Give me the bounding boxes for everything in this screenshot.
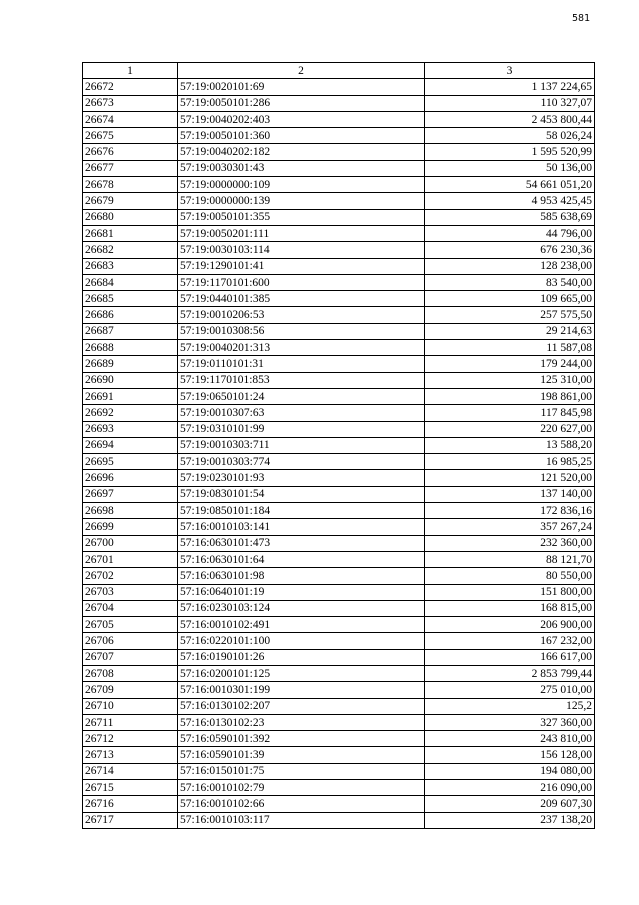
cadastral-number-cell: 57:16:0010102:79 xyxy=(178,780,425,796)
table-row xyxy=(83,486,595,502)
cadastral-number-cell: 57:19:0030301:43 xyxy=(178,160,425,176)
cadastral-number-cell: 57:19:0440101:385 xyxy=(178,291,425,307)
cadastral-number-cell: 57:19:0010206:53 xyxy=(178,307,425,323)
cadastral-number-cell: 57:19:0850101:184 xyxy=(178,503,425,519)
table-row xyxy=(83,421,595,437)
table-body xyxy=(83,79,595,829)
row-number-cell: 26716 xyxy=(83,796,178,812)
cadastral-number-cell: 57:16:0640101:19 xyxy=(178,584,425,600)
table-row xyxy=(83,617,595,633)
table-row xyxy=(83,95,595,111)
value-cell: 2 453 800,44 xyxy=(425,111,595,127)
value-cell: 137 140,00 xyxy=(425,486,595,502)
row-number-cell: 26690 xyxy=(83,372,178,388)
table-row xyxy=(83,503,595,519)
row-number-cell: 26708 xyxy=(83,665,178,681)
row-number-cell: 26702 xyxy=(83,568,178,584)
cadastral-number-cell: 57:19:0030103:114 xyxy=(178,242,425,258)
table-row xyxy=(83,454,595,470)
cadastral-number-cell: 57:16:0010102:66 xyxy=(178,796,425,812)
row-number-cell: 26704 xyxy=(83,600,178,616)
row-number-cell: 26673 xyxy=(83,95,178,111)
cadastral-number-cell: 57:19:0110101:31 xyxy=(178,356,425,372)
row-number-cell: 26692 xyxy=(83,405,178,421)
table-row xyxy=(83,242,595,258)
row-number-cell: 26689 xyxy=(83,356,178,372)
value-cell: 275 010,00 xyxy=(425,682,595,698)
value-cell: 237 138,20 xyxy=(425,812,595,828)
value-cell: 88 121,70 xyxy=(425,551,595,567)
value-cell: 2 853 799,44 xyxy=(425,665,595,681)
cadastral-number-cell: 57:19:0830101:54 xyxy=(178,486,425,502)
row-number-cell: 26714 xyxy=(83,763,178,779)
cadastral-number-cell: 57:16:0010103:141 xyxy=(178,519,425,535)
row-number-cell: 26681 xyxy=(83,225,178,241)
page-number: 581 xyxy=(572,13,591,24)
row-number-cell: 26694 xyxy=(83,437,178,453)
row-number-cell: 26672 xyxy=(83,79,178,95)
row-number-cell: 26710 xyxy=(83,698,178,714)
cadastral-number-cell: 57:19:0050101:286 xyxy=(178,95,425,111)
value-cell: 166 617,00 xyxy=(425,649,595,665)
value-cell: 110 327,07 xyxy=(425,95,595,111)
value-cell: 676 230,36 xyxy=(425,242,595,258)
cadastral-number-cell: 57:16:0630101:64 xyxy=(178,551,425,567)
table-row xyxy=(83,160,595,176)
table-row xyxy=(83,388,595,404)
cadastral-number-cell: 57:19:0040202:182 xyxy=(178,144,425,160)
cadastral-number-cell: 57:19:0010308:56 xyxy=(178,323,425,339)
value-cell: 1 595 520,99 xyxy=(425,144,595,160)
row-number-cell: 26678 xyxy=(83,177,178,193)
row-number-cell: 26686 xyxy=(83,307,178,323)
value-cell: 128 238,00 xyxy=(425,258,595,274)
row-number-cell: 26713 xyxy=(83,747,178,763)
cadastral-number-cell: 57:19:0050101:355 xyxy=(178,209,425,225)
column-header-3: 3 xyxy=(425,63,595,79)
table-row xyxy=(83,649,595,665)
row-number-cell: 26687 xyxy=(83,323,178,339)
cadastral-number-cell: 57:19:0000000:139 xyxy=(178,193,425,209)
row-number-cell: 26707 xyxy=(83,649,178,665)
table-row xyxy=(83,323,595,339)
cadastral-number-cell: 57:16:0150101:75 xyxy=(178,763,425,779)
table-row xyxy=(83,144,595,160)
row-number-cell: 26701 xyxy=(83,551,178,567)
row-number-cell: 26677 xyxy=(83,160,178,176)
value-cell: 50 136,00 xyxy=(425,160,595,176)
table-row xyxy=(83,291,595,307)
cadastral-number-cell: 57:16:0130102:23 xyxy=(178,714,425,730)
value-cell: 357 267,24 xyxy=(425,519,595,535)
row-number-cell: 26683 xyxy=(83,258,178,274)
row-number-cell: 26685 xyxy=(83,291,178,307)
value-cell: 179 244,00 xyxy=(425,356,595,372)
cadastral-number-cell: 57:19:0010303:711 xyxy=(178,437,425,453)
row-number-cell: 26711 xyxy=(83,714,178,730)
cadastral-number-cell: 57:19:0010307:63 xyxy=(178,405,425,421)
cadastral-number-cell: 57:19:0010303:774 xyxy=(178,454,425,470)
cadastral-number-cell: 57:16:0590101:39 xyxy=(178,747,425,763)
table-row xyxy=(83,747,595,763)
value-cell: 585 638,69 xyxy=(425,209,595,225)
table-row xyxy=(83,193,595,209)
table-row xyxy=(83,600,595,616)
table-row xyxy=(83,731,595,747)
value-cell: 109 665,00 xyxy=(425,291,595,307)
value-cell: 209 607,30 xyxy=(425,796,595,812)
row-number-cell: 26703 xyxy=(83,584,178,600)
value-cell: 151 800,00 xyxy=(425,584,595,600)
row-number-cell: 26691 xyxy=(83,388,178,404)
cadastral-number-cell: 57:19:0310101:99 xyxy=(178,421,425,437)
table-row xyxy=(83,519,595,535)
table-row xyxy=(83,633,595,649)
cadastral-number-cell: 57:16:0130102:207 xyxy=(178,698,425,714)
table-row xyxy=(83,225,595,241)
row-number-cell: 26699 xyxy=(83,519,178,535)
cadastral-number-cell: 57:16:0010301:199 xyxy=(178,682,425,698)
cadastral-number-cell: 57:19:0650101:24 xyxy=(178,388,425,404)
value-cell: 1 137 224,65 xyxy=(425,79,595,95)
row-number-cell: 26675 xyxy=(83,128,178,144)
row-number-cell: 26705 xyxy=(83,617,178,633)
value-cell: 29 214,63 xyxy=(425,323,595,339)
row-number-cell: 26680 xyxy=(83,209,178,225)
row-number-cell: 26676 xyxy=(83,144,178,160)
value-cell: 4 953 425,45 xyxy=(425,193,595,209)
table-row xyxy=(83,111,595,127)
row-number-cell: 26698 xyxy=(83,503,178,519)
row-number-cell: 26696 xyxy=(83,470,178,486)
value-cell: 54 661 051,20 xyxy=(425,177,595,193)
table-row xyxy=(83,682,595,698)
table-row xyxy=(83,356,595,372)
value-cell: 58 026,24 xyxy=(425,128,595,144)
value-cell: 121 520,00 xyxy=(425,470,595,486)
table-row xyxy=(83,780,595,796)
cadastral-number-cell: 57:19:0230101:93 xyxy=(178,470,425,486)
table-row xyxy=(83,372,595,388)
value-cell: 172 836,16 xyxy=(425,503,595,519)
table-row xyxy=(83,209,595,225)
value-cell: 117 845,98 xyxy=(425,405,595,421)
table-row xyxy=(83,274,595,290)
row-number-cell: 26712 xyxy=(83,731,178,747)
value-cell: 83 540,00 xyxy=(425,274,595,290)
value-cell: 13 588,20 xyxy=(425,437,595,453)
cadastral-number-cell: 57:19:1290101:41 xyxy=(178,258,425,274)
table-row xyxy=(83,258,595,274)
table-row xyxy=(83,714,595,730)
table-row xyxy=(83,405,595,421)
row-number-cell: 26715 xyxy=(83,780,178,796)
cadastral-number-cell: 57:19:0050201:111 xyxy=(178,225,425,241)
value-cell: 125 310,00 xyxy=(425,372,595,388)
row-number-cell: 26682 xyxy=(83,242,178,258)
cadastral-number-cell: 57:16:0220101:100 xyxy=(178,633,425,649)
value-cell: 44 796,00 xyxy=(425,225,595,241)
row-number-cell: 26709 xyxy=(83,682,178,698)
value-cell: 232 360,00 xyxy=(425,535,595,551)
table-row xyxy=(83,551,595,567)
cadastral-number-cell: 57:16:0590101:392 xyxy=(178,731,425,747)
row-number-cell: 26679 xyxy=(83,193,178,209)
table-row xyxy=(83,698,595,714)
column-header-2: 2 xyxy=(178,63,425,79)
row-number-cell: 26697 xyxy=(83,486,178,502)
row-number-cell: 26700 xyxy=(83,535,178,551)
row-number-cell: 26684 xyxy=(83,274,178,290)
value-cell: 168 815,00 xyxy=(425,600,595,616)
row-number-cell: 26695 xyxy=(83,454,178,470)
value-cell: 257 575,50 xyxy=(425,307,595,323)
value-cell: 11 587,08 xyxy=(425,340,595,356)
table-row xyxy=(83,128,595,144)
table-row xyxy=(83,437,595,453)
value-cell: 220 627,00 xyxy=(425,421,595,437)
cadastral-number-cell: 57:16:0630101:473 xyxy=(178,535,425,551)
row-number-cell: 26706 xyxy=(83,633,178,649)
value-cell: 80 550,00 xyxy=(425,568,595,584)
value-cell: 327 360,00 xyxy=(425,714,595,730)
table-row xyxy=(83,177,595,193)
value-cell: 125,2 xyxy=(425,698,595,714)
value-cell: 243 810,00 xyxy=(425,731,595,747)
cadastral-number-cell: 57:16:0230103:124 xyxy=(178,600,425,616)
table-row xyxy=(83,535,595,551)
value-cell: 156 128,00 xyxy=(425,747,595,763)
cadastral-number-cell: 57:16:0200101:125 xyxy=(178,665,425,681)
table-row xyxy=(83,665,595,681)
cadastral-number-cell: 57:19:0040202:403 xyxy=(178,111,425,127)
table-header-row xyxy=(83,63,595,79)
cadastral-number-cell: 57:19:1170101:600 xyxy=(178,274,425,290)
table-row xyxy=(83,796,595,812)
value-cell: 198 861,00 xyxy=(425,388,595,404)
table-row xyxy=(83,340,595,356)
cadastral-number-cell: 57:19:0000000:109 xyxy=(178,177,425,193)
value-cell: 16 985,25 xyxy=(425,454,595,470)
value-cell: 216 090,00 xyxy=(425,780,595,796)
cadastral-number-cell: 57:16:0630101:98 xyxy=(178,568,425,584)
cadastral-number-cell: 57:19:0040201:313 xyxy=(178,340,425,356)
value-cell: 194 080,00 xyxy=(425,763,595,779)
row-number-cell: 26688 xyxy=(83,340,178,356)
row-number-cell: 26717 xyxy=(83,812,178,828)
table-row xyxy=(83,812,595,828)
value-cell: 206 900,00 xyxy=(425,617,595,633)
row-number-cell: 26693 xyxy=(83,421,178,437)
table-row xyxy=(83,470,595,486)
data-table xyxy=(82,62,595,829)
cadastral-number-cell: 57:16:0010102:491 xyxy=(178,617,425,633)
table-row xyxy=(83,584,595,600)
table-row xyxy=(83,568,595,584)
cadastral-number-cell: 57:16:0010103:117 xyxy=(178,812,425,828)
table-row xyxy=(83,307,595,323)
cadastral-number-cell: 57:19:1170101:853 xyxy=(178,372,425,388)
row-number-cell: 26674 xyxy=(83,111,178,127)
cadastral-number-cell: 57:19:0050101:360 xyxy=(178,128,425,144)
table-row xyxy=(83,763,595,779)
cadastral-number-cell: 57:19:0020101:69 xyxy=(178,79,425,95)
cadastral-number-cell: 57:16:0190101:26 xyxy=(178,649,425,665)
table-row xyxy=(83,79,595,95)
value-cell: 167 232,00 xyxy=(425,633,595,649)
column-header-1: 1 xyxy=(83,63,178,79)
